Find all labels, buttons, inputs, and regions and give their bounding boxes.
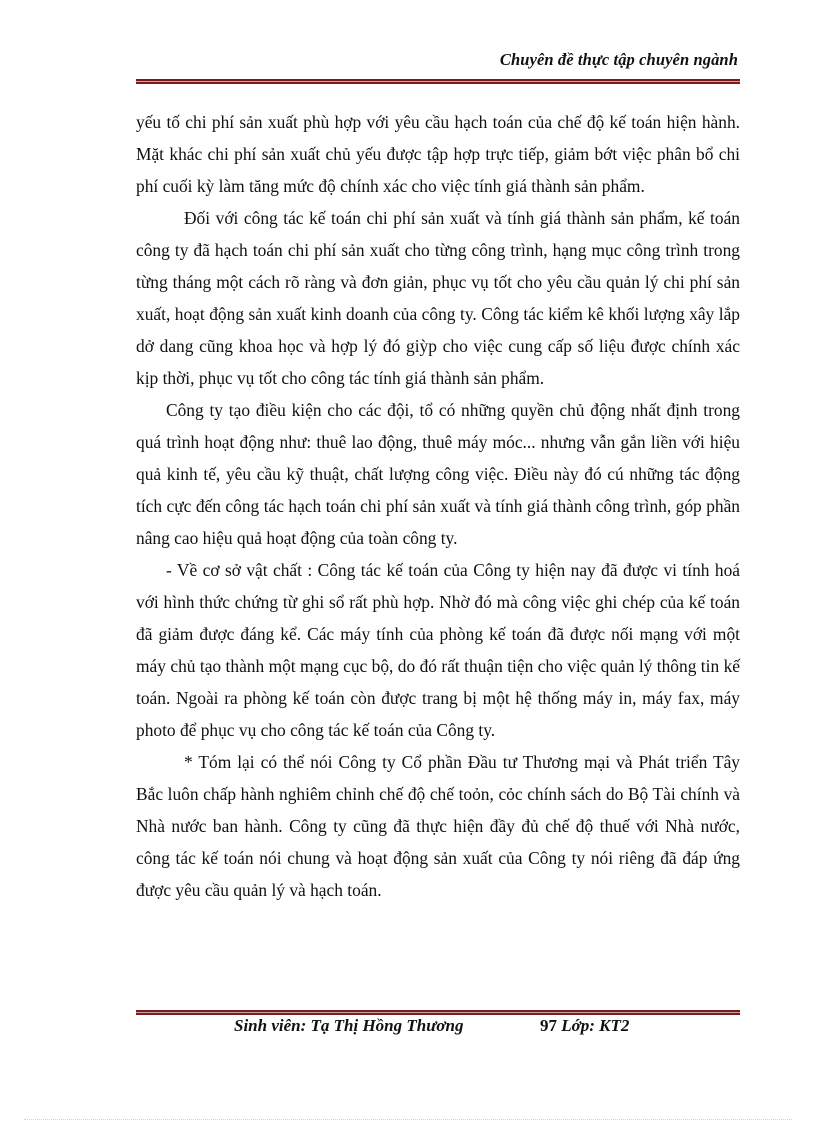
document-body [136,106,740,906]
footer-divider [136,1010,740,1015]
paragraph-5: * Tóm lại có thể nói Công ty Cổ phần Đầu tư Thương mại và Phát triển Tây Bắc luôn chấp hành nghiêm chỉnh chế độ chế toỏn, cỏc chính sách do Bộ Tài chính và Nhà nước ban hành. Công ty cũng đã thực hiện đầy đủ chế độ thuế với Nhà nước, công tác kế toán nói chung và hoạt động sản xuất của Công ty nói riêng đã đáp ứng được yêu cầu quản lý và hạch toán. [136,752,740,900]
page-footer [136,1016,740,1042]
header-divider [136,79,740,84]
page-header-title: Chuyên đề thực tập chuyên ngành [499,50,738,69]
footer-page-info [540,1016,629,1036]
paragraph-4: - Về cơ sở vật chất : Công tác kế toán của Công ty hiện nay đã được vi tính hoá với hình thức chứng từ ghi sổ rất phù hợp. Nhờ đó mà công việc ghi chép của kế toán đã giảm được đáng kể. Các máy tính của phòng kế toán đã được nối mạng với một máy chủ tạo thành một mạng cục bộ, do đó rất thuận tiện cho việc quản lý thông tin kế toán. Ngoài ra phòng kế toán còn được trang bị một hệ thống máy in, máy fax, máy photo để phục vụ cho công tác kế toán của Công ty. [136,560,740,740]
page-edge-border [24,1119,792,1120]
paragraph-3: Công ty tạo điều kiện cho các đội, tổ có những quyền chủ động nhất định trong quá trình hoạt động như: thuê lao động, thuê máy móc... nhưng vẫn gắn liền với hiệu quả kinh tế, yêu cầu kỹ thuật, chất lượng công việc. Điều này đó cú những tác động tích cực đến công tác hạch toán chi phí sản xuất và tính giá thành công trình, góp phần nâng cao hiệu quả hoạt động của toàn công ty. [136,400,740,548]
paragraph-1: yếu tố chi phí sản xuất phù hợp với yêu cầu hạch toán của chế độ kế toán hiện hành. Mặt khác chi phí sản xuất chủ yếu được tập hợp trực tiếp, giảm bớt việc phân bổ chi phí cuối kỳ làm tăng mức độ chính xác cho việc tính giá thành sản phẩm. [136,112,740,196]
page-number: 97 [540,1016,557,1035]
footer-class-label: Lớp: KT2 [561,1016,630,1035]
paragraph-2: Đối với công tác kế toán chi phí sản xuất và tính giá thành sản phẩm, kế toán công ty đã hạch toán chi phí sản xuất cho từng công trình, hạng mục công trình trong từng tháng một cách rõ ràng và đơn giản, phục vụ tốt cho yêu cầu quản lý chi phí sản xuất, hoạt động sản xuất kinh doanh của công ty. Công tác kiểm kê khối lượng xây lắp dở dang cũng khoa học và hợp lý đó giỳp cho việc cung cấp số liệu được chính xác kịp thời, phục vụ tốt cho công tác tính giá thành sản phẩm. [136,208,740,388]
footer-student-name: Sinh viên: Tạ Thị Hồng Thương [234,1016,464,1035]
